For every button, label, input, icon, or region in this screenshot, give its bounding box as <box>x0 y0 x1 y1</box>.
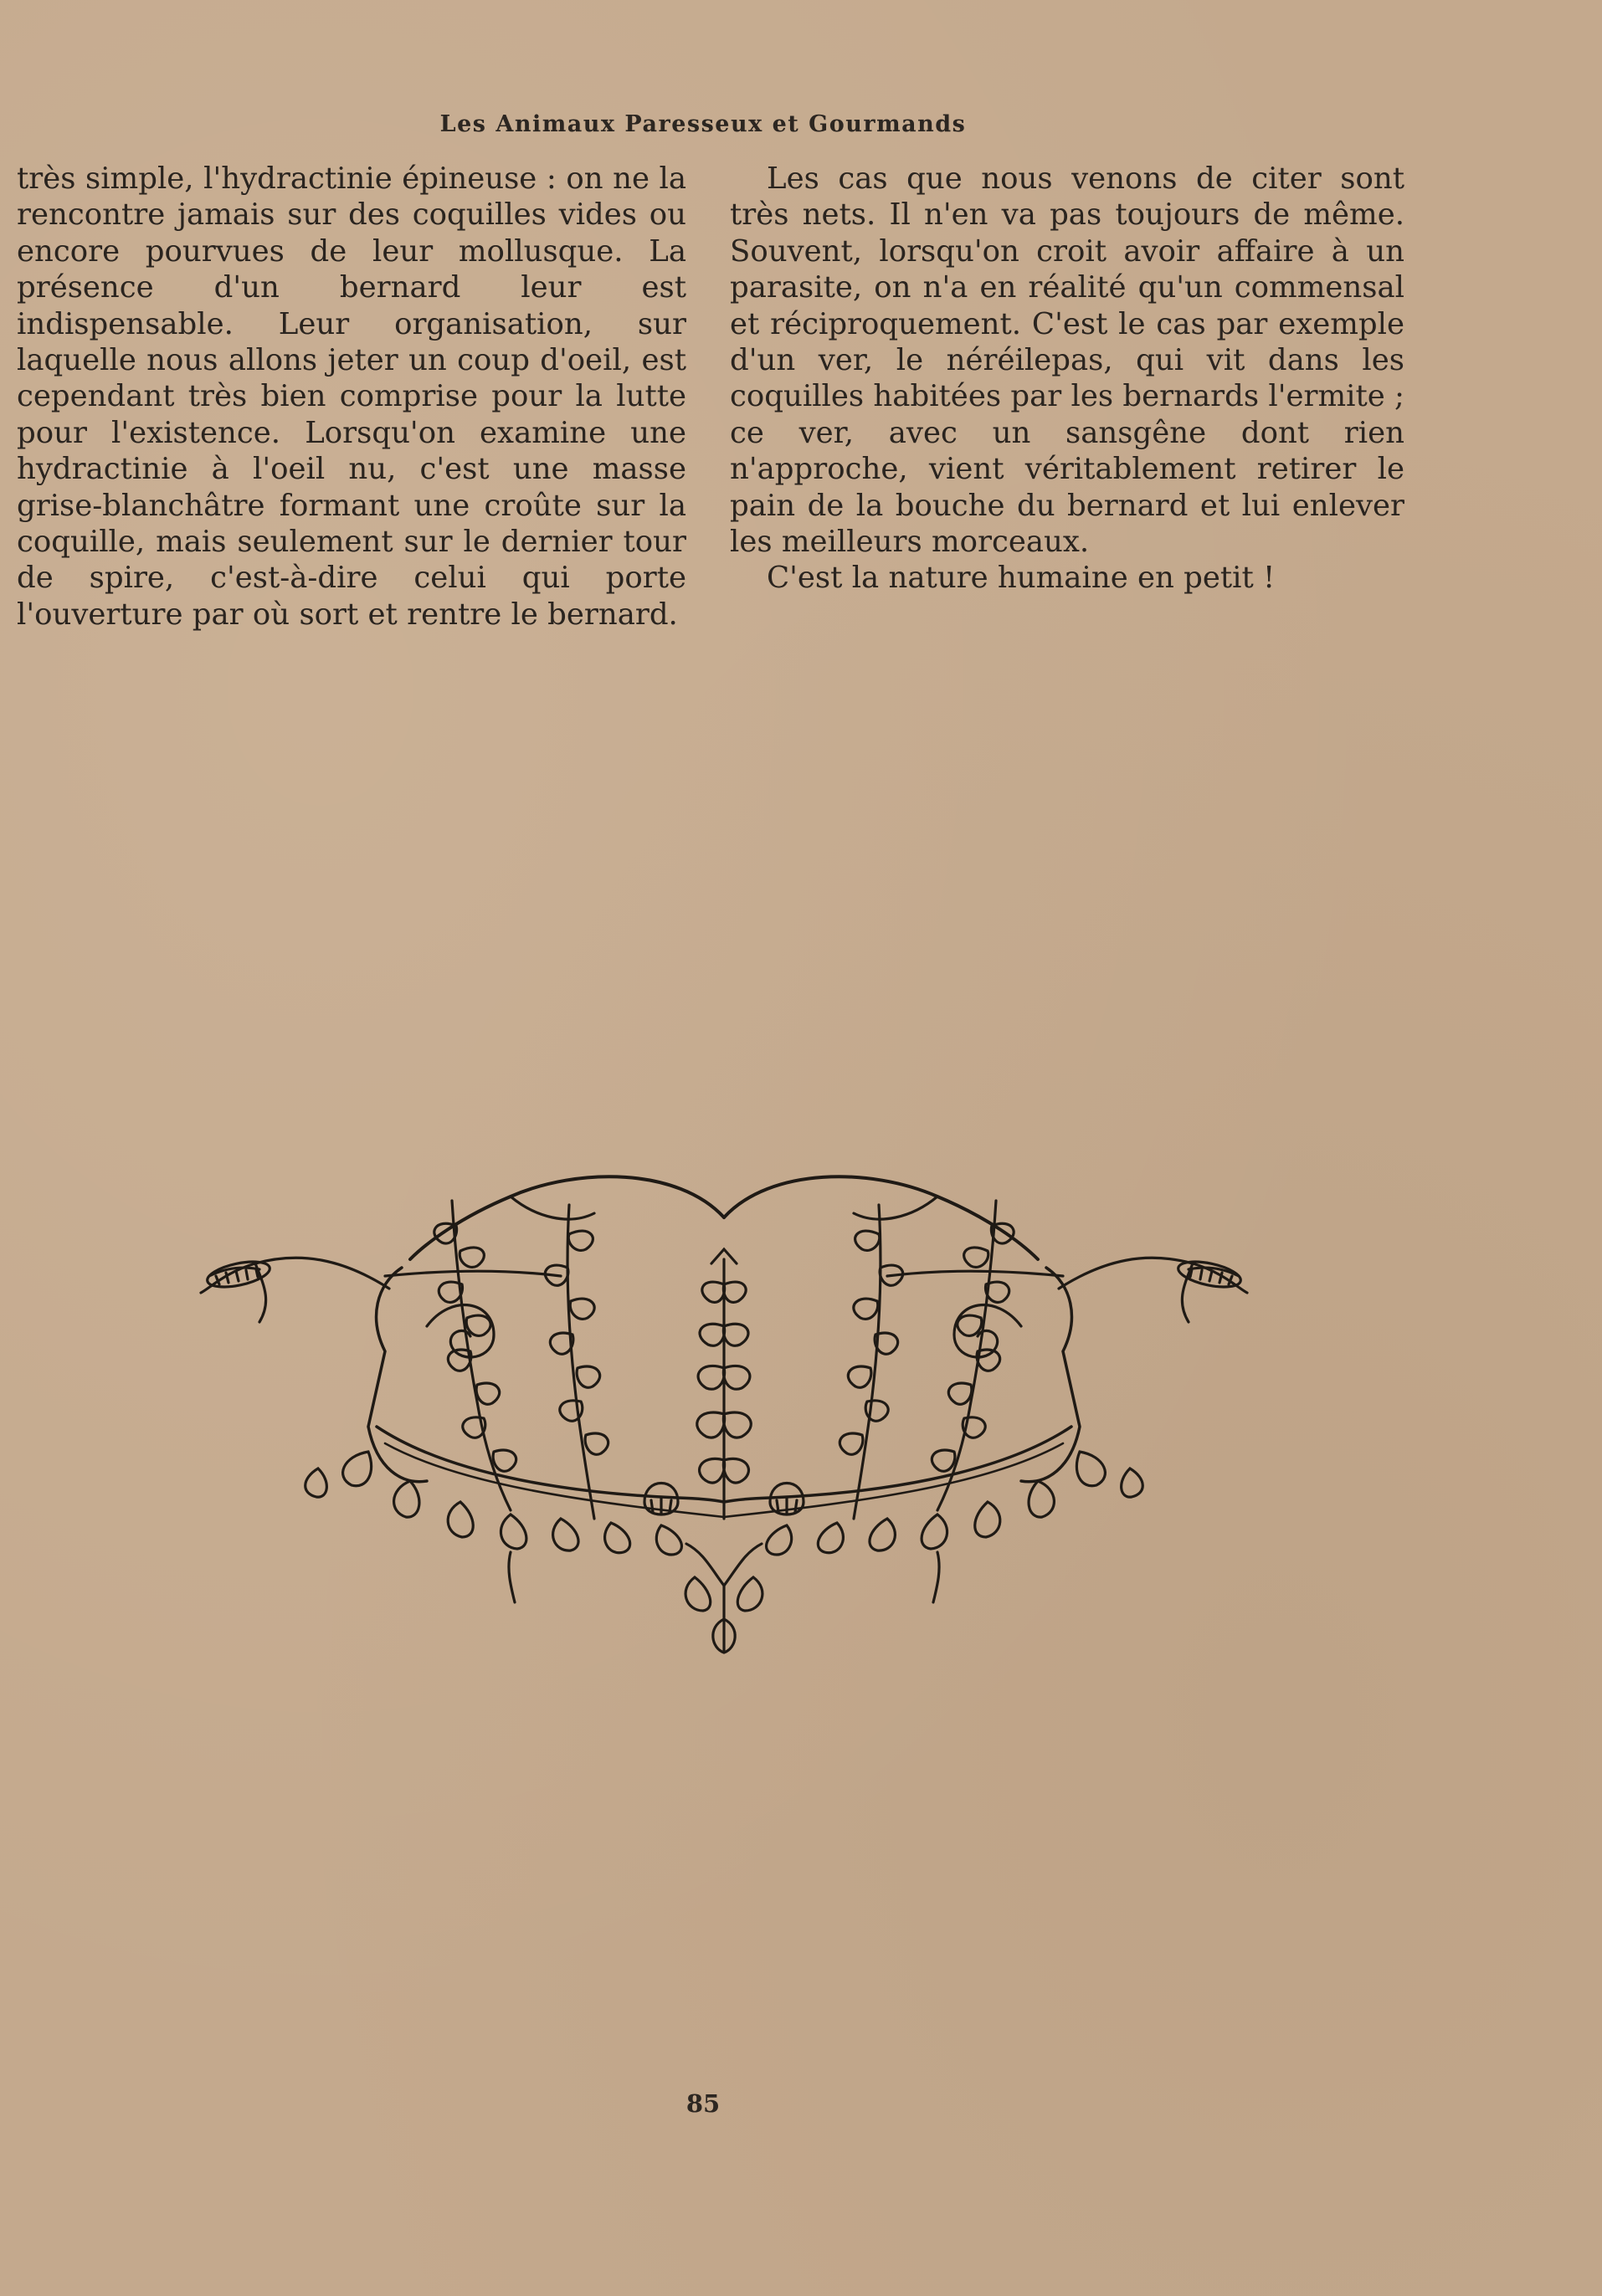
left-paragraph-1: très simple, l'hydractinie épineuse : on ne la rencontre jamais sur des coquilles vides ou encore pourvues de leur mollusque. La présence d'un bernard leur est indispensable. Leur organisation, sur laquelle nous allons jeter un coup d'oeil, est cependant très bien comprise pour la lutte pour l'existence. Lorsqu'on examine une hydractinie à l'oeil nu, c'est une masse grise-blanchâtre formant une croûte sur la coquille, mais seulement sur le dernier tour de spire, c'est-à-dire celui qui porte l'ouverture par où sort et rentre le bernard. <box>17 161 686 632</box>
left-column <box>17 161 686 633</box>
floral-vignette-icon <box>176 1151 1272 1719</box>
right-paragraph-1: Les cas que nous venons de citer sont très nets. Il n'en va pas toujours de même. Souvent, lorsqu'on croit avoir affaire à un parasite, on n'a en réalité qu'un commensal et réciproquement. C'est le cas par exemple d'un ver, le néréilepas, qui vit dans les coquilles habitées par les bernards l'ermite ; ce ver, avec un sansgêne dont rien n'approche, vient véritablement retirer le pain de la bouche du bernard et lui enlever les meilleurs morceaux. <box>730 161 1404 560</box>
vignette-half <box>201 1176 724 1602</box>
page-number: 85 <box>685 2089 721 2118</box>
center-spray <box>685 1249 762 1653</box>
right-paragraph-2: C'est la nature humaine en petit ! <box>767 561 1276 596</box>
right-column <box>730 161 1404 597</box>
running-head: Les Animaux Paresseux et Gourmands <box>439 111 967 137</box>
